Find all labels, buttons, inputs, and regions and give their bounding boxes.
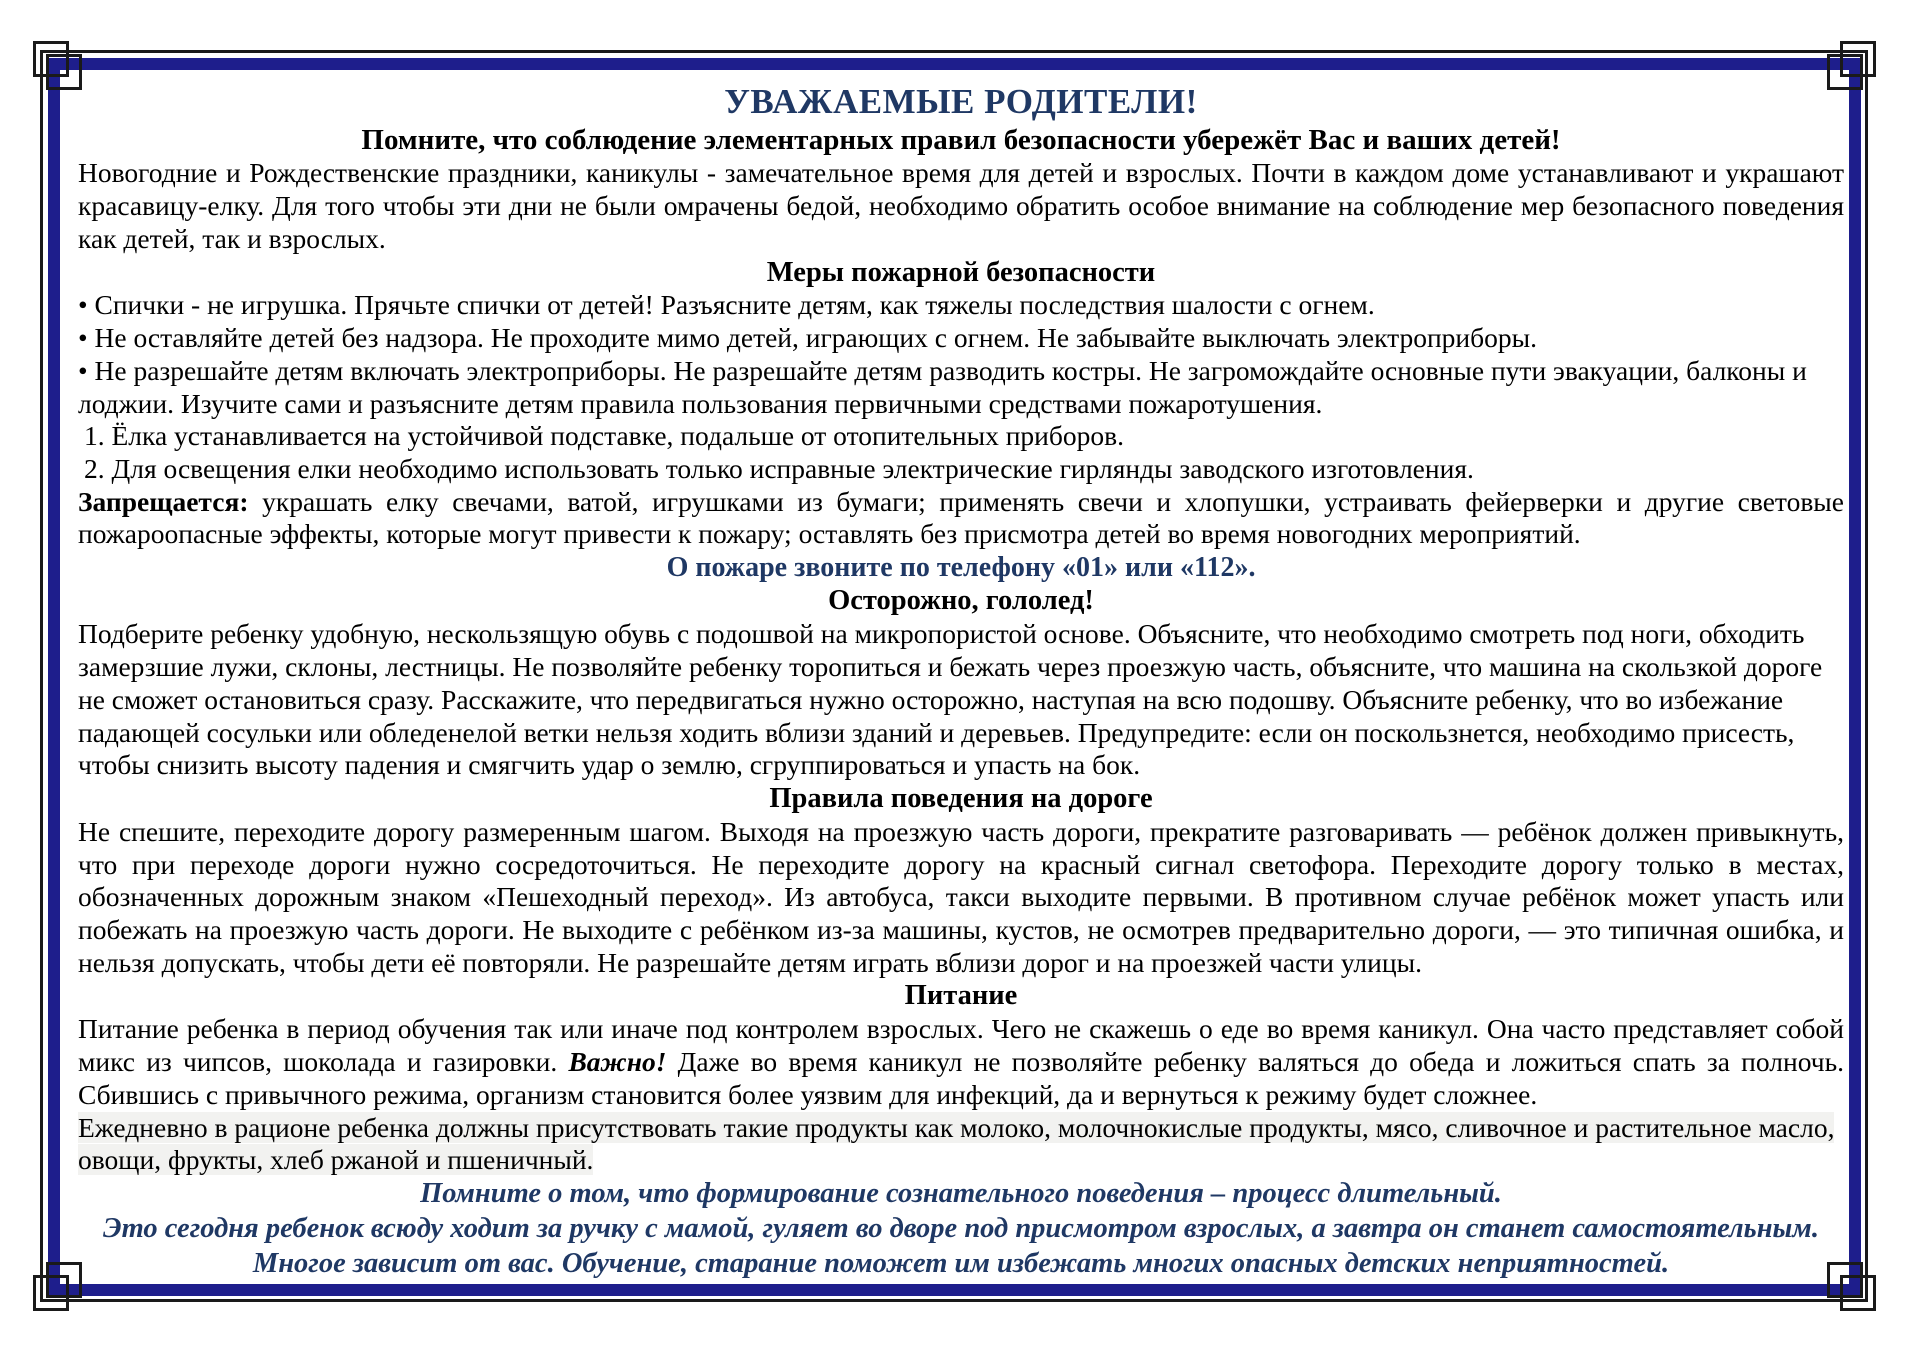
fire-bullet-item: • Спички - не игрушка. Прячьте спички от детей! Разъясните детям, как тяжелы последствия шалости с огнем. [78, 289, 1375, 321]
page-title: УВАЖАЕМЫЕ РОДИТЕЛИ! [724, 82, 1198, 121]
fire-phone-notice: О пожаре звоните по телефону «01» или «112». [666, 552, 1256, 584]
section-header-road: Правила поведения на дороге [769, 782, 1153, 814]
food-important-label: Важно! [568, 1046, 667, 1078]
corner-ornament-top-left [46, 54, 82, 90]
closing-line: Помните о том, что формирование сознательного поведения – процесс длительный. [420, 1177, 1502, 1209]
food-p2-highlighted-text: Ежедневно в рационе ребенка должны присутствовать такие продукты как молоко, молочнокислые продукты, мясо, сливочное и растительное масло, овощи, фрукты, хлеб ржаной и пшеничный. [78, 1111, 1835, 1176]
section-header-ice: Осторожно, гололед! [828, 585, 1094, 617]
forbidden-text: украшать елку свечами, ватой, игрушками из бумаги; применять свечи и хлопушки, устраивать фейерверки и другие световые пожароопасные эффекты, которые могут привести к пожару; оставлять без присмотра детей во время новогодних мероприятий. [78, 485, 1844, 550]
forbidden-paragraph [78, 486, 1844, 551]
ice-paragraph: Подберите ребенку удобную, нескользящую обувь с подошвой на микропористой основе. Объясните, что необходимо смотреть под ноги, обходить замерзшие лужи, склоны, лестницы. Не позволяйте ребенку торопиться и бежать через проезжую часть, объясните, что машина на скользкой дороге не сможет остановиться сразу. Расскажите, что передвигаться нужно осторожно, наступая на всю подошву. Объясните ребенку, что во избежание падающей сосульки или обледенелой ветки нельзя ходить вблизи зданий и деревьев. Предупредите: если он поскользнется, необходимо присесть, чтобы снизить высоту падения и смягчить удар о землю, сгруппироваться и упасть на бок. [78, 618, 1823, 781]
fire-bullet-item: • Не оставляйте детей без надзора. Не проходите мимо детей, играющих с огнем. Не забывайте выключать электроприборы. [78, 322, 1537, 354]
food-paragraph-2 [78, 1112, 1844, 1177]
document-content [78, 82, 1844, 1281]
closing-line: Многое зависит от вас. Обучение, старание поможет им избежать многих опасных детских неприятностей. [252, 1247, 1670, 1279]
page-subtitle: Помните, что соблюдение элементарных правил безопасности убережёт Вас и ваших детей! [361, 124, 1561, 156]
food-p1-after: Даже во время каникул не позволяйте ребенку валяться до обеда и ложиться спать за полночь. Сбившись с привычного режима, организм становится более уязвим для инфекций, да и вернуться к режиму будет сложнее. [78, 1046, 1844, 1110]
corner-ornament-bottom-left [46, 1262, 82, 1298]
fire-numbered-item: 2. Для освещения елки необходимо использовать только исправные электрические гирлянды заводского изготовления. [84, 453, 1474, 484]
section-header-food: Питание [904, 980, 1018, 1012]
fire-numbered-item: 1. Ёлка устанавливается на устойчивой подставке, подальше от отопительных приборов. [84, 420, 1125, 452]
forbidden-lead: Запрещается: [78, 485, 249, 517]
section-header-fire-safety: Меры пожарной безопасности [766, 256, 1156, 288]
intro-paragraph: Новогодние и Рождественские праздники, каникулы - замечательное время для детей и взрослых. Почти в каждом доме устанавливают и украшают красавицу-елку. Для того чтобы эти дни не были омрачены бедой, необходимо обратить особое внимание на соблюдение мер безопасного поведения как детей, так и взрослых. [78, 157, 1844, 254]
fire-bullet-item: • Не разрешайте детям включать электроприборы. Не разрешайте детям разводить костры. Не загромождайте основные пути эвакуации, балконы и лоджии. Изучите сами и разъясните детям правила пользования первичными средствами пожаротушения. [78, 354, 1807, 419]
food-p1-before: Питание ребенка в период обучения так или иначе под контролем взрослых. Чего не скажешь о еде во время каникул. Она часто представляет собой микс из чипсов, шоколада и газировки. [78, 1013, 1844, 1078]
road-paragraph: Не спешите, переходите дорогу размеренным шагом. Выходя на проезжую часть дороги, прекратите разговаривать — ребёнок должен привыкнуть, что при переходе дороги нужно сосредоточиться. Не переходите дорогу на красный сигнал светофора. Переходите дорогу только в местах, обозначенных дорожным знаком «Пешеходный переход». Из автобуса, такси выходите первыми. В противном случае ребёнок может упасть или побежать на проезжую часть дороги. Не выходите с ребёнком из-за машины, кустов, не осмотрев предварительно дороги, — это типичная ошибка, и нельзя допускать, чтобы дети её повторяли. Не разрешайте детям играть вблизи дорог и на проезжей части улицы. [78, 815, 1844, 978]
closing-line: Это сегодня ребенок всюду ходит за ручку с мамой, гуляет во дворе под присмотром взрослых, а завтра он станет самостоятельным. [103, 1212, 1819, 1244]
food-paragraph-1 [78, 1013, 1844, 1111]
